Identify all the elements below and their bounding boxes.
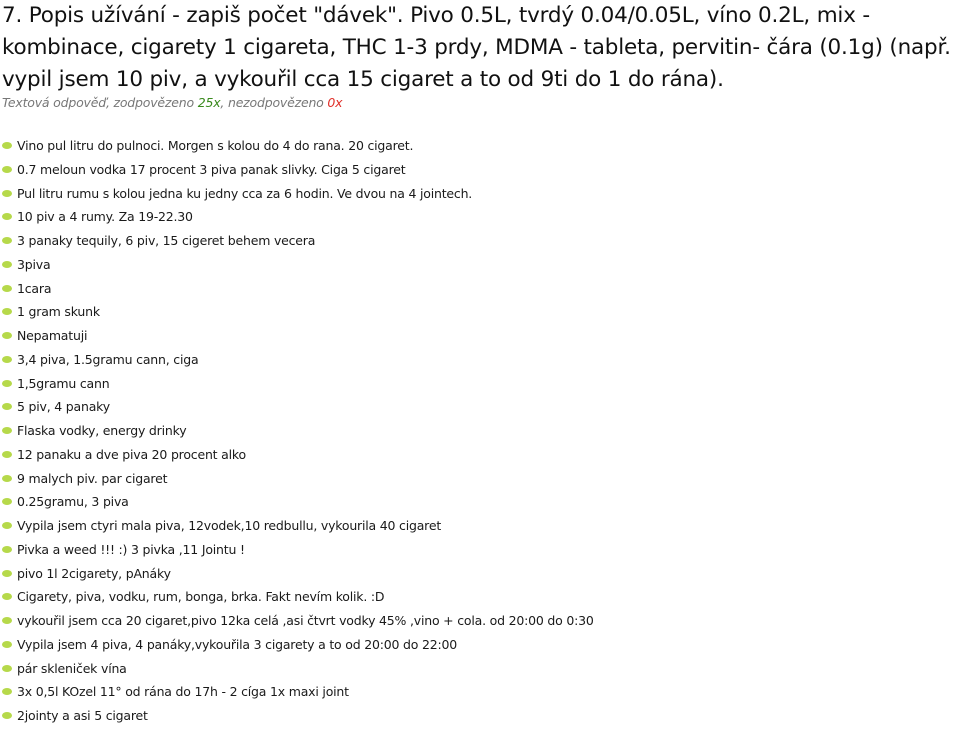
bullet-icon — [2, 380, 12, 387]
answer-text: Vypila jsem ctyri mala piva, 12vodek,10 redbullu, vykourila 40 cigaret — [17, 518, 442, 533]
bullet-icon — [2, 237, 12, 244]
answer-text: Flaska vodky, energy drinky — [17, 423, 187, 438]
bullet-icon — [2, 593, 12, 600]
answer-text: 0.7 meloun vodka 17 procent 3 piva panak slivky. Ciga 5 cigaret — [17, 161, 406, 177]
bullet-icon — [2, 190, 12, 197]
list-item — [0, 467, 594, 491]
bullet-icon — [2, 617, 12, 624]
answered-count: 25x — [197, 95, 221, 110]
answer-text: Vino pul litru do pulnoci. Morgen s kolou do 4 do rana. 20 cigaret. — [17, 138, 414, 153]
bullet-icon — [2, 688, 12, 695]
list-item — [0, 348, 594, 372]
list-item — [0, 585, 594, 609]
answer-text: 0.25gramu, 3 piva — [17, 494, 129, 510]
bullet-icon — [2, 475, 12, 482]
answer-text: 2jointy a asi 5 cigaret — [17, 708, 148, 723]
answer-text: 3piva — [17, 256, 51, 272]
response-stats — [2, 93, 960, 113]
list-item — [0, 443, 594, 467]
bullet-icon — [2, 522, 12, 529]
bullet-icon — [2, 403, 12, 410]
answer-text: 3x 0,5l KOzel 11° od rána do 17h - 2 cíga 1x maxi joint — [17, 684, 349, 700]
list-item — [0, 277, 594, 301]
list-item — [0, 514, 594, 538]
bullet-icon — [2, 546, 12, 553]
bullet-icon — [2, 570, 12, 577]
bullet-icon — [2, 356, 12, 363]
bullet-icon — [2, 641, 12, 648]
bullet-icon — [2, 427, 12, 434]
list-item — [0, 395, 594, 419]
answer-text: pár skleniček vína — [17, 660, 127, 676]
unanswered-count: 0x — [327, 95, 343, 110]
bullet-icon — [2, 285, 12, 292]
question-title: 7. Popis užívání - zapiš počet "dávek". Pivo 0.5L, tvrdý 0.04/0.05L, víno 0.2L, mix - kombinace, cigarety 1 cigareta, THC 1-3 prdy, MDMA - tableta, pervitin- čára (0.1g) (např. vypil jsem 10 piv, a vykouřil cca 15 cigaret a to od 9ti do 1 do rána). — [2, 3, 951, 92]
answer-text: 3 panaky tequily, 6 piv, 15 cigeret behem vecera — [17, 233, 316, 248]
answer-text: 3,4 piva, 1.5gramu cann, ciga — [17, 351, 199, 367]
list-item — [0, 372, 594, 396]
list-item — [0, 538, 594, 562]
bullet-icon — [2, 332, 12, 339]
bullet-icon — [2, 498, 12, 505]
answer-text: 9 malych piv. par cigaret — [17, 470, 168, 486]
list-item — [0, 562, 594, 586]
list-item — [0, 324, 594, 348]
bullet-icon — [2, 308, 12, 315]
answer-text: 1 gram skunk — [17, 304, 100, 320]
list-item — [0, 182, 594, 206]
list-item — [0, 609, 594, 633]
list-item — [0, 704, 594, 728]
bullet-icon — [2, 451, 12, 458]
list-item — [0, 205, 594, 229]
bullet-icon — [2, 712, 12, 719]
answer-list — [0, 134, 594, 728]
bullet-icon — [2, 142, 12, 149]
answer-text: Vypila jsem 4 piva, 4 panáky,vykouřila 3 cigarety a to od 20:00 do 22:00 — [17, 636, 458, 652]
answer-text: Pivka a weed !!! :) 3 pivka ,11 Jointu ! — [17, 541, 245, 557]
answer-text: Cigarety, piva, vodku, rum, bonga, brka. Fakt nevím kolik. :D — [17, 589, 385, 605]
stats-prefix: Textová odpověď, zodpovězeno — [2, 95, 198, 110]
list-item — [0, 419, 594, 443]
answer-text: pivo 1l 2cigarety, pAnáky — [17, 565, 171, 581]
list-item — [0, 134, 594, 158]
answer-text: vykouřil jsem cca 20 cigaret,pivo 12ka celá ,asi čtvrt vodky 45% ,vino + cola. od 20:00 do 0:30 — [17, 613, 594, 628]
list-item — [0, 300, 594, 324]
answer-text: 5 piv, 4 panaky — [17, 399, 110, 415]
answer-text: Nepamatuji — [17, 328, 88, 343]
list-item — [0, 490, 594, 514]
list-item — [0, 680, 594, 704]
answer-text: Pul litru rumu s kolou jedna ku jedny cca za 6 hodin. Ve dvou na 4 jointech. — [17, 185, 473, 201]
answer-text: 1,5gramu cann — [17, 375, 110, 391]
bullet-icon — [2, 213, 12, 220]
list-item — [0, 657, 594, 681]
list-item — [0, 158, 594, 182]
bullet-icon — [2, 261, 12, 268]
list-item — [0, 229, 594, 253]
list-item — [0, 253, 594, 277]
bullet-icon — [2, 665, 12, 672]
list-item — [0, 633, 594, 657]
answer-text: 12 panaku a dve piva 20 procent alko — [17, 446, 246, 462]
stats-middle: , nezodpovězeno — [220, 95, 328, 110]
bullet-icon — [2, 166, 12, 173]
answer-text: 10 piv a 4 rumy. Za 19-22.30 — [17, 209, 193, 225]
answer-text: 1cara — [17, 280, 52, 296]
